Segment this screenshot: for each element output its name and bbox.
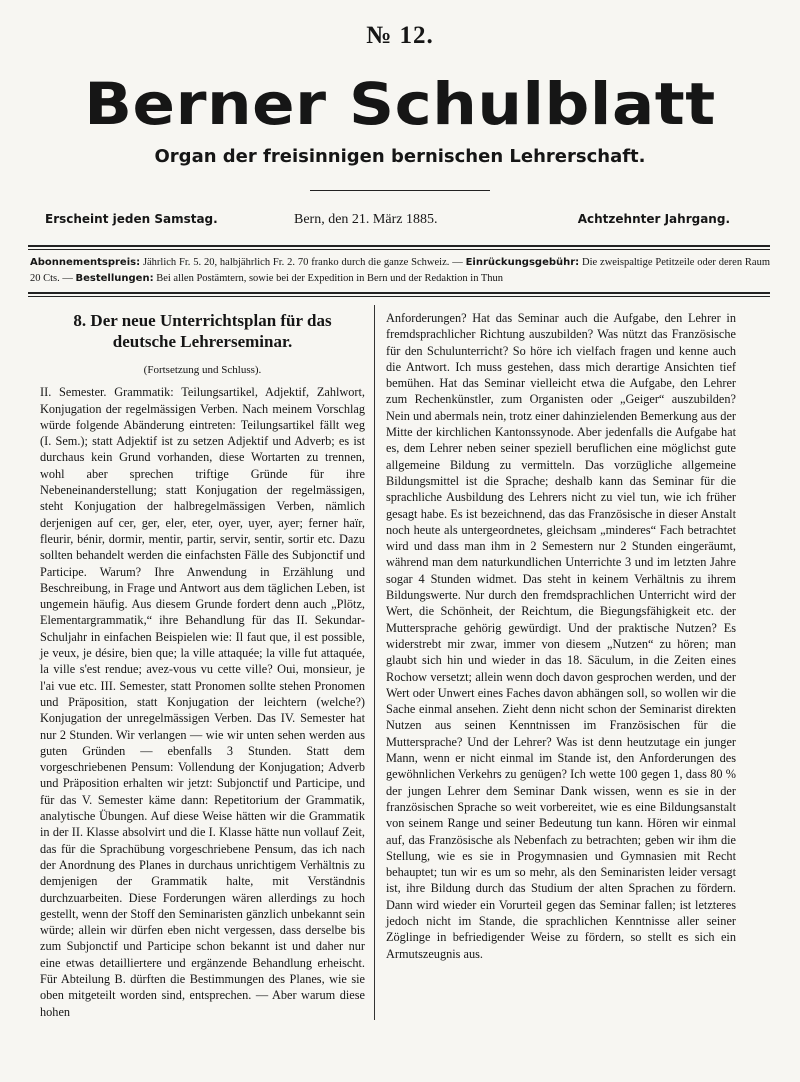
continuation-note: (Fortsetzung und Schluss). <box>143 364 262 376</box>
article-title: 8. Der neue Unterrichtsplan für das deutsche Lehrerseminar. <box>73 311 332 351</box>
insertion-fee-label: Einrückungsgebühr: <box>465 257 580 268</box>
article-column-left <box>40 310 365 1020</box>
issue-number: № 12. <box>366 22 434 49</box>
masthead-title: Berner Schulblatt <box>84 70 716 138</box>
article-text-left: II. Semester. Grammatik: Teilungsartikel, Adjektif, Zahlwort, Konjugation der regelmässigen Verben. Nach meinem Vorschlag würde folgende Abänderung eintreten: Teilungsartikel fällt weg (I. Sem.); statt Adjektif ist zu setzen Adjektif und Adverb; es ist durchaus kein Grund vorhanden, diese Wortarten zu trennen, wohl aber sprechen triftige Gründe für ihre Nebeneinanderstellung; statt Konjugation der regelmässigen, steht Konjugation der halbregelmässigen Verben, nämlich derjenigen auf cer, ger, eler, eter, oyer, uyer, ayer; ferner haïr, fleurir, bénir, dormir, mentir, partir, servir, sentir, sortir etc. Dazu sollten behandelt werden die einfachsten Fälle des Subjonctif und Participe. Warum? Ihre Anwendung in Erzählung und Beschreibung, in Frage und Antwort aus dem täglichen Leben, ist ungemein häufig. Aus diesem Grunde fordert denn auch „Plötz, Elementargrammatik,“ ihre Behandlung für das II. Sekundar-Schuljahr in einfachen Beispielen wie: Il faut que, il est possible, je veux, je désire, bien que; la ville attaquée; la ville fut attaquée, la ville s'est rendue; avez-vous vu cette ville? Oui, monsieur, je l'ai vue etc. III. Semester, statt Pronomen sollte stehen Pronomen und Präposition, statt Konjugation der leichtern (welche?) Konjugation der unregelmässigen Verben. Das IV. Semester hat nur 2 Stunden. Wir verlangen — wie wir unten sehen werden aus guten Gründen — ebenfalls 3 Stunden. Statt dem vorgeschriebenen Pensum: Vollendung der Konjugation; Adverb und Präposition erhalten wir jetzt: Subjonctif und Participe, und für das V. Semester käme dann: Repetitorium der Grammatik, analytische Übungen. Auf diese Weise hätten wir die Grammatik in der II. Klasse absolvirt und die I. Klasse hätte nun vollauf Zeit, das für die Sprachübung vorgeschriebene Pensum, das ich nach der Anordnung des Planes in durchaus unrichtigem Verhältnis zu demjenigen der Grammatik halte, mit Verständnis durchzuarbeiten. Diese Forderungen wären allerdings zu hoch gestellt, wenn der Stoff den Seminaristen gänzlich unbekannt sein würde; allein wir dürfen eben nicht vergessen, dass derselbe bis zum Subjonctif und Participe schon bekannt ist und daher nur eine etwas detailliertere und ergänzende Behandlung erheischt. Für Abteilung B. dürften die Bestimmungen des Planes, wie sie oben mitgeteilt worden sind, entsprechen. — Aber warum diese hohen <box>40 385 365 1019</box>
orders-label: Bestellungen: <box>75 273 154 284</box>
subscription-info <box>30 255 770 287</box>
masthead-subtitle: Organ der freisinnigen bernischen Lehrerschaft. <box>154 146 646 167</box>
insertion-fee-text: Die zweispaltige Petitzeile oder deren Raum 20 Cts. — <box>30 257 771 284</box>
column-divider <box>374 305 375 1020</box>
volume-label: Achtzehnter Jahrgang. <box>577 212 730 226</box>
subscription-price-label: Abonnementspreis: <box>30 257 141 268</box>
article-column-right <box>386 310 736 962</box>
divider <box>28 245 770 250</box>
divider <box>28 292 770 297</box>
article-text-right: Anforderungen? Hat das Seminar auch die Aufgabe, den Lehrer in fremdsprachlicher Richtung auszubilden? Was nützt das Französische für den Schulunterricht? So höre ich vielfach fragen und kenne auch die Antwort. Ich muss gestehen, dass mich derartige Ansichten tief bemühen. Hat das Seminar vielleicht etwa die Aufgabe, den Lehrer zum Rechenkünstler, zum Organisten oder „Geiger“ auszubilden? Nein und abermals nein, trotz einer dahinzielenden Bemerkung aus der Mitte der kirchlichen Kantonssynode. Aber jedenfalls die Aufgabe hat es, dem Lehrer neben seiner speziell beruflichen eine möglichst gute allgemeine Bildung zu vermitteln. Das vorzügliche allgemeine Bildungsmittel ist die Sprache; deshalb kann das Seminar für die sprachliche Ausbildung des Lehrers nicht zu viel tun, wie ich früher gesagt habe. Es ist bezeichnend, das das Französische in dieser Anstalt noch heute als untergeordnetes, gleichsam „minderes“ Fach betrachtet wird und dass man ihm in 2 Semestern nur 2 Stunden eingeräumt, während man dem naturkundlichen Unterrichte 3 und im letzten Jahre sogar 4 Stunden widmet. Das steht in keinem Verhältnis zu ihrem Bildungswerte. Nur durch den fremdsprachlichen Unterricht wird der Wert, die Schönheit, der Reichtum, die Biegungsfähigkeit etc. der Muttersprache gehörig gewürdigt. Und der praktische Nutzen? Es widerstrebt mir zwar, immer von diesem „Nutzen“ zu hören; man glaubt sich hin und wieder in das 18. Säculum, in die Zeiten eines Rochow versetzt; allein wenn doch davon gesprochen werden, und der Wert oder Unwert eines Faches davon abhängen soll, so wollen wir die Sache einmal ansehen. Zieht denn nicht schon der Seminarist direkten Nutzen aus seinen Kenntnissen im Französischen für die Muttersprache? Und der Lehrer? Was ist denn heutzutage ein junger Mann, wenn er nicht einmal im Stande ist, den Anforderungen des gewöhnlichen Verkehrs zu genügen? Ich wette 100 gegen 1, dass 80 % der jungen Lehrer dem Seminar Dank wissen, wenn es sie in der französischen Sprache so weit vorbereitet, wie es eine Bildungsanstalt von seinem Range und seiner Bedeutung tun kann. Hören wir einmal auf, das Französische als Nebenfach zu betrachten; geben wir ihm die Stellung, wie es sie in Progymnasien und Gymnasien mit Recht behauptet; tun wir es um so mehr, als den Seminaristen leider versagt ist, ihre Bildung durch das Studium der alten Sprachen zu fördern. Dann wird wieder ein Vorurteil gegen das Seminar fallen; ist letzteres jedoch nicht im Stande, die sprachlichen Kenntnisse aller seiner Zöglinge in befriedigender Weise zu fördern, so stellt es sich ein Armutszeugnis aus. <box>386 311 736 961</box>
divider <box>310 190 490 191</box>
subscription-price-text: Jährlich Fr. 5. 20, halbjährlich Fr. 2. 70 franko durch die ganze Schweiz. — <box>142 257 463 268</box>
orders-text: Bei allen Postämtern, sowie bei der Expedition in Bern und der Redaktion in Thun <box>156 273 504 284</box>
dateline: Bern, den 21. März 1885. <box>294 212 438 227</box>
publication-frequency: Erscheint jeden Samstag. <box>45 212 218 226</box>
